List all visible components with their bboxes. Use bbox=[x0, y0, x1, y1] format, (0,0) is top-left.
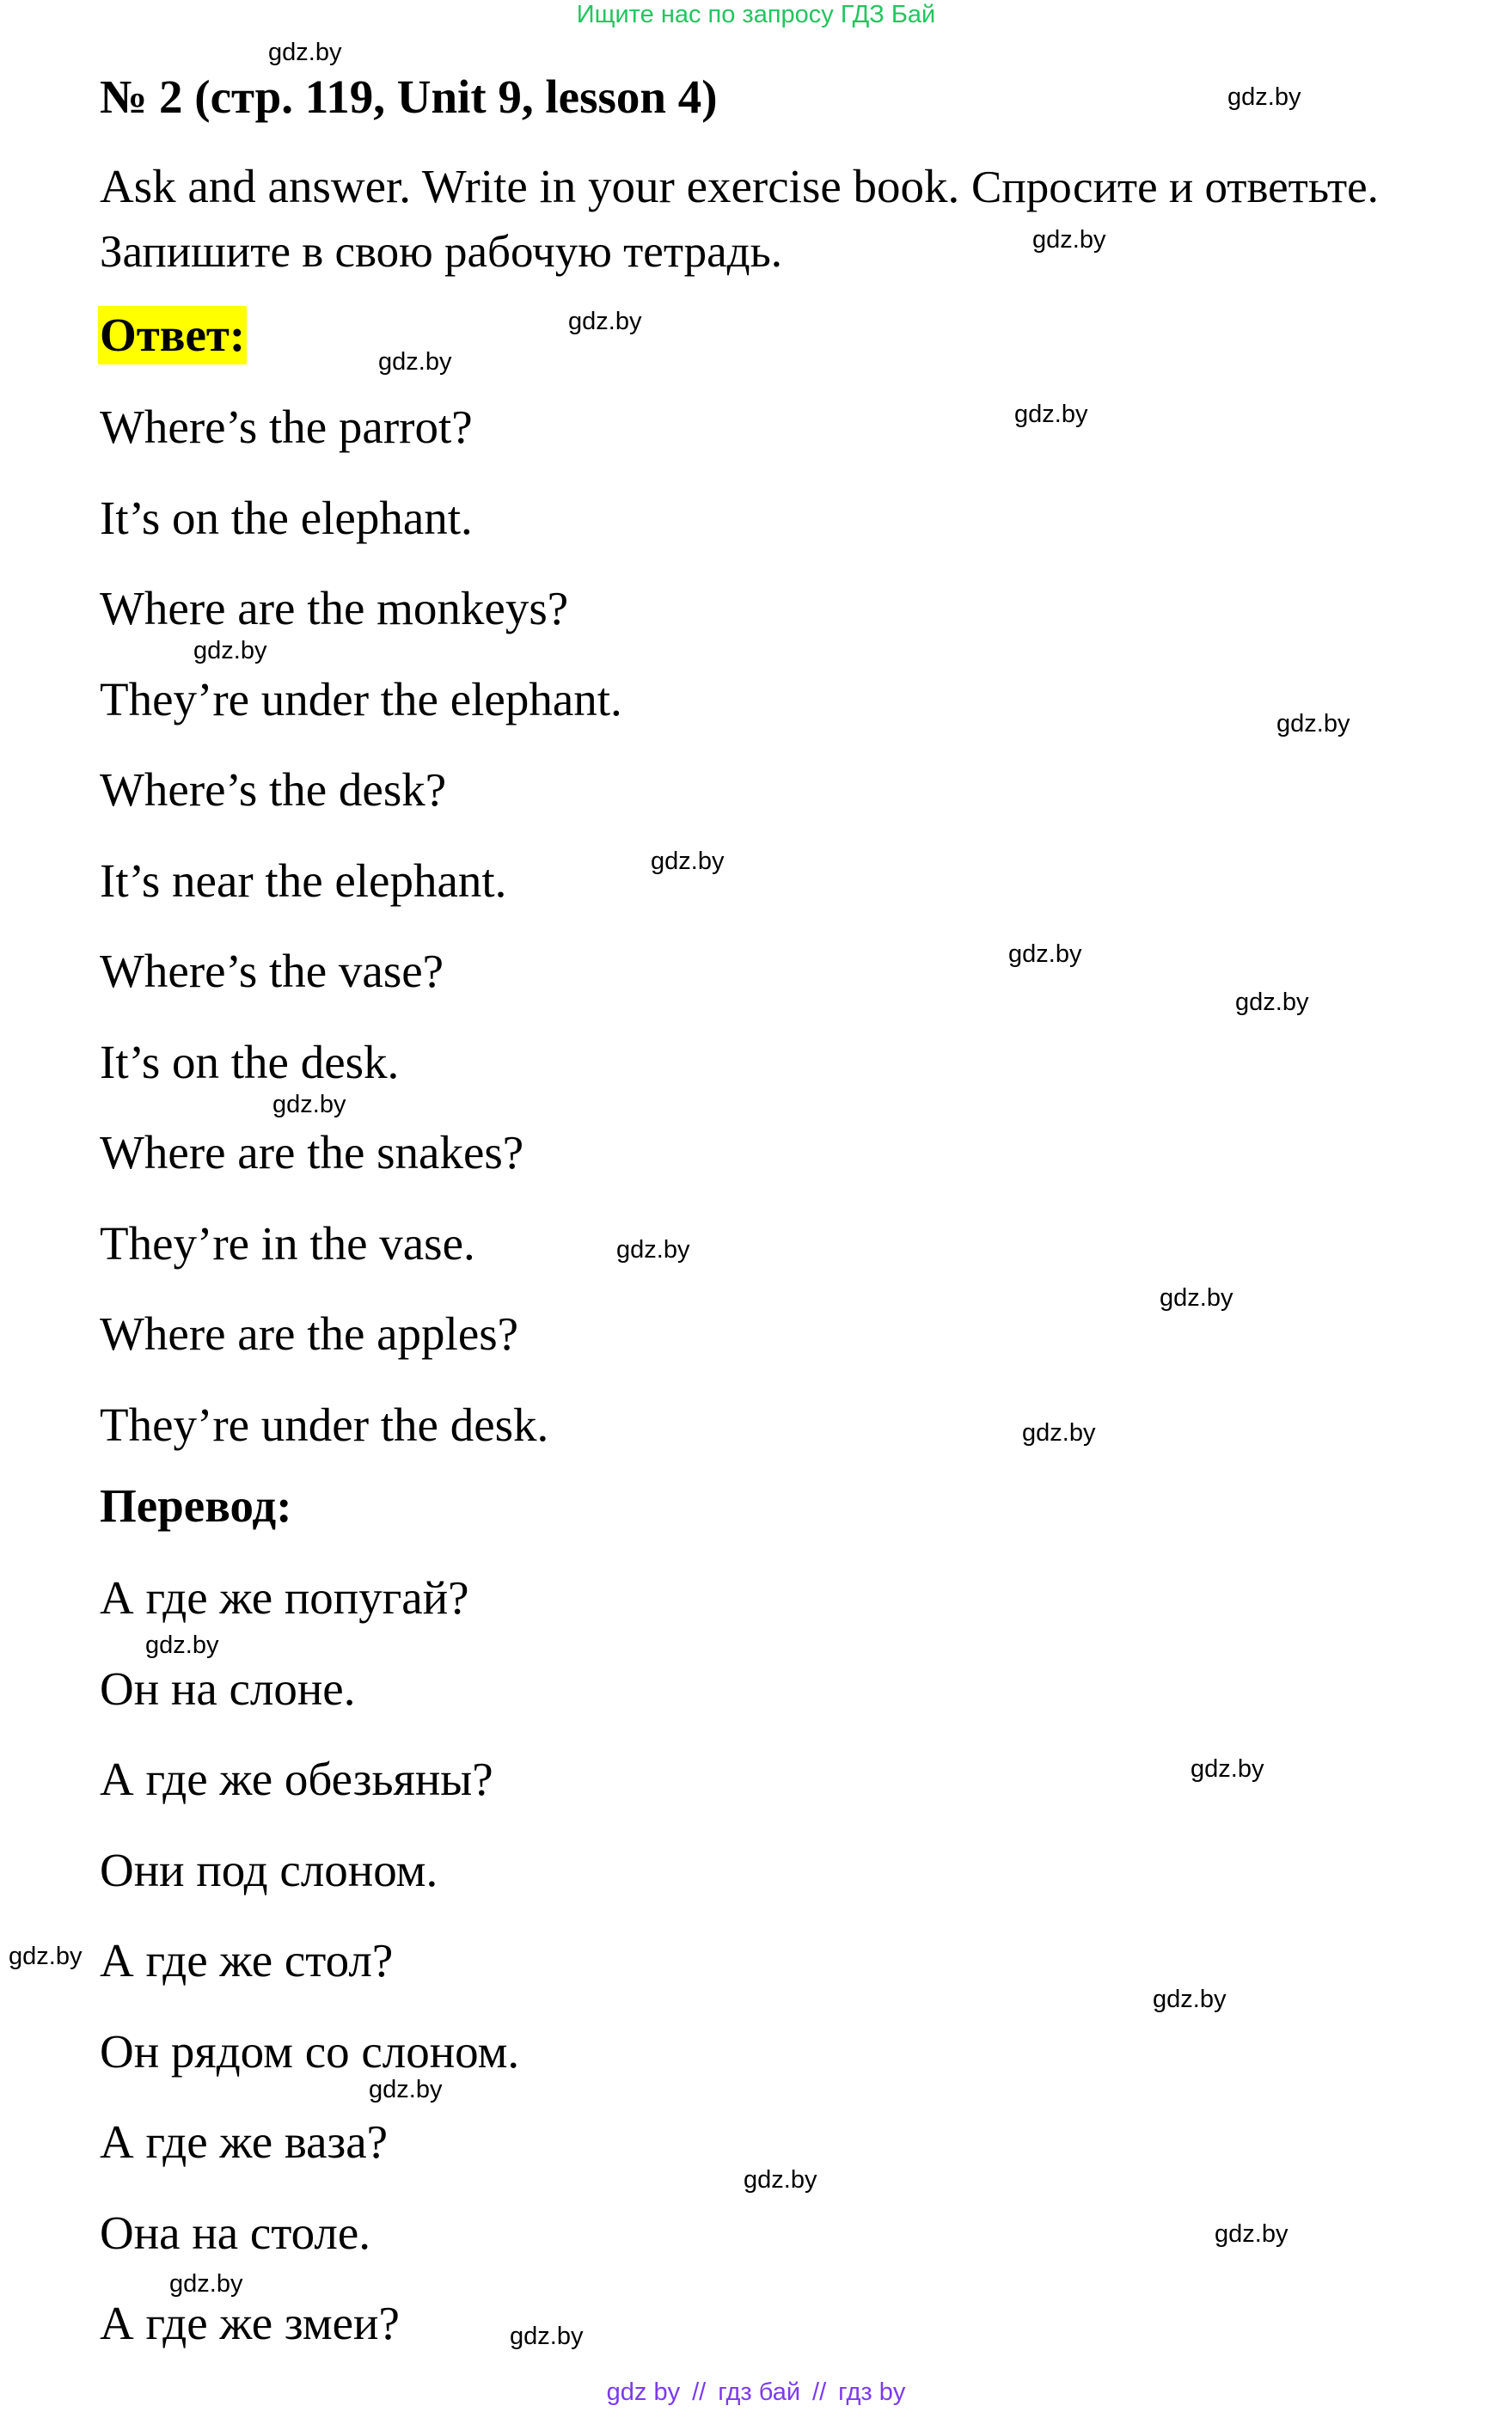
task-instructions bbox=[100, 155, 1509, 284]
task-english: Ask and answer. Write in your exercise book. bbox=[100, 160, 960, 212]
translation-line: Она на столе. bbox=[100, 2206, 371, 2259]
answer-line: It’s near the elephant. bbox=[100, 854, 507, 907]
watermark: gdz.by bbox=[616, 1236, 690, 1264]
watermark: gdz.by bbox=[1276, 710, 1350, 738]
answer-line: Where’s the desk? bbox=[100, 763, 447, 816]
answer-label: Ответ: bbox=[98, 306, 247, 364]
watermark: gdz.by bbox=[1235, 989, 1309, 1016]
watermark: gdz.by bbox=[1153, 1986, 1227, 2013]
translation-line: А где же ваза? bbox=[100, 2115, 389, 2168]
watermark: gdz.by bbox=[1032, 226, 1106, 254]
watermark: gdz.by bbox=[1227, 83, 1301, 111]
task-russian: Спросите и ответьте. Запишите в свою рабочую тетрадь. bbox=[100, 162, 1379, 277]
translation-line: Они под слоном. bbox=[100, 1843, 438, 1896]
answer-line: Where are the apples? bbox=[100, 1307, 519, 1360]
answer-line: Where are the monkeys? bbox=[100, 582, 569, 634]
watermark: gdz.by bbox=[568, 308, 642, 335]
answer-line: They’re under the elephant. bbox=[100, 672, 622, 725]
watermark: gdz.by bbox=[9, 1943, 83, 1970]
answer-line: They’re under the desk. bbox=[100, 1398, 549, 1451]
answer-line: Where are the snakes? bbox=[100, 1126, 524, 1178]
translation-line: А где же обезьяны? bbox=[100, 1753, 493, 1805]
watermark: gdz.by bbox=[1022, 1419, 1096, 1447]
watermark: gdz.by bbox=[744, 2166, 817, 2194]
watermark: gdz.by bbox=[369, 2076, 443, 2103]
bottom-banner-link[interactable]: гдз by bbox=[838, 2378, 906, 2406]
answer-list bbox=[100, 399, 622, 1487]
translation-line: А где же попугай? bbox=[100, 1571, 469, 1624]
translation-line: Он рядом со слоном. bbox=[100, 2024, 520, 2078]
watermark: gdz.by bbox=[651, 848, 725, 875]
bottom-banner-separator: // bbox=[812, 2378, 827, 2406]
bottom-banner[interactable] bbox=[0, 2378, 1512, 2407]
watermark: gdz.by bbox=[1191, 1755, 1264, 1783]
exercise-title: № 2 (стр. 119, Unit 9, lesson 4) bbox=[100, 70, 718, 123]
translation-line: А где же стол? bbox=[100, 1934, 394, 1986]
answer-line: It’s on the desk. bbox=[100, 1035, 400, 1088]
watermark: gdz.by bbox=[1160, 1284, 1233, 1312]
translation-list bbox=[100, 1570, 519, 2386]
answer-line: Where’s the vase? bbox=[100, 945, 444, 997]
bottom-banner-link[interactable]: гдз бай bbox=[718, 2378, 801, 2406]
translation-line: А где же змеи? bbox=[100, 2297, 400, 2349]
watermark: gdz.by bbox=[268, 39, 342, 66]
bottom-banner-link[interactable]: gdz by bbox=[606, 2378, 681, 2406]
watermark: gdz.by bbox=[272, 1091, 346, 1118]
watermark: gdz.by bbox=[1215, 2220, 1289, 2248]
top-banner[interactable]: Ищите нас по запросу ГДЗ Бай bbox=[576, 1, 936, 28]
watermark: gdz.by bbox=[145, 1631, 219, 1659]
answer-line: It’s on the elephant. bbox=[100, 491, 473, 544]
watermark: gdz.by bbox=[1008, 940, 1082, 968]
bottom-banner-separator: // bbox=[692, 2378, 707, 2406]
watermark: gdz.by bbox=[1014, 401, 1088, 428]
translation-label: Перевод: bbox=[100, 1479, 292, 1532]
watermark: gdz.by bbox=[169, 2270, 243, 2298]
answer-line: They’re in the vase. bbox=[100, 1216, 475, 1270]
answer-line: Where’s the parrot? bbox=[100, 401, 473, 453]
translation-line: Он на слоне. bbox=[100, 1662, 356, 1715]
watermark: gdz.by bbox=[510, 2323, 584, 2350]
watermark: gdz.by bbox=[378, 348, 452, 376]
watermark: gdz.by bbox=[193, 637, 267, 664]
